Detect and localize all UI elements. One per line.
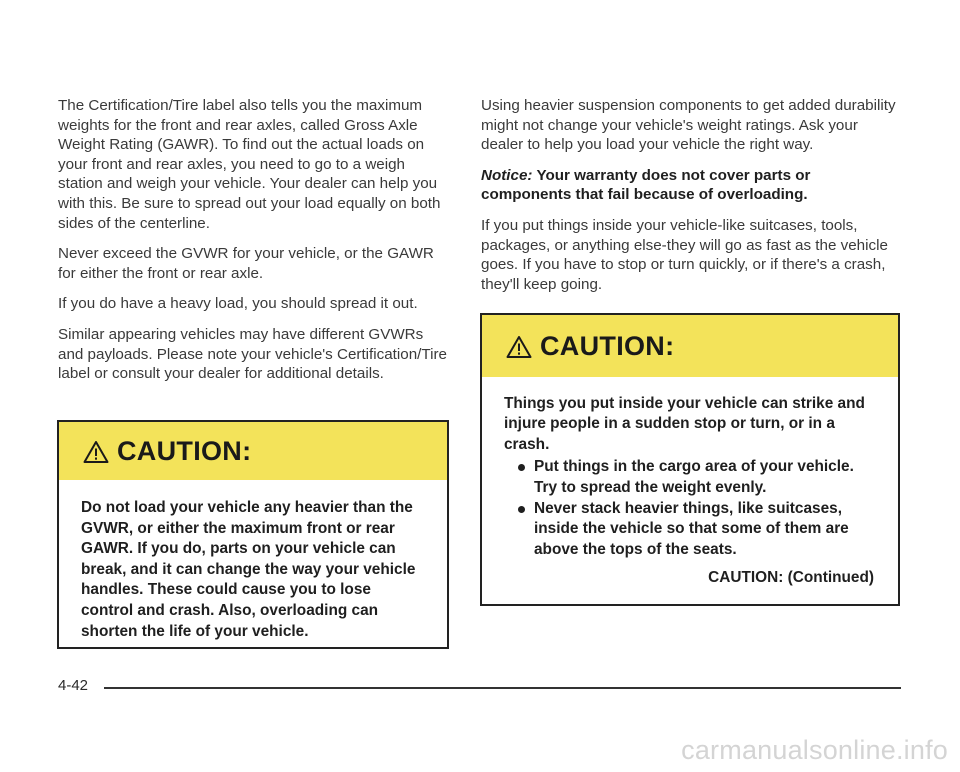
- left-column: [58, 96, 450, 395]
- caution-header: [59, 422, 447, 480]
- paragraph-gawr: The Certification/Tire label also tells you the maximum weights for the front and rear axles, called Gross Axle Weight Rating (GAWR). To find out the actual loads on your front and rear axles, you need to go to a weigh station and weigh your vehicle. Your dealer can help you with this. Be sure to spread out your load equally on both sides of the centerline.: [58, 97, 441, 232]
- paragraph-heavy-load: If you do have a heavy load, you should spread it out.: [58, 295, 418, 313]
- bullet-text: Never stack heavier things, like suitcases, inside the vehicle so that some of them are above the tops of the seats.: [534, 500, 849, 558]
- paragraph-suspension: Using heavier suspension components to get added durability might not change your vehicle's weight ratings. Ask your dealer to help you load your vehicle the right way.: [481, 97, 896, 154]
- caution-box-overloading: [57, 420, 449, 649]
- paragraph-similar-vehicles: Similar appearing vehicles may have different GVWRs and payloads. Please note your vehicle's Certification/Tire label or consult your dealer for additional details.: [58, 325, 447, 383]
- list-item: [534, 457, 876, 498]
- notice-warranty: [481, 166, 901, 205]
- bullet-icon: [518, 506, 525, 513]
- caution-continued: CAUTION: (Continued): [708, 569, 874, 587]
- warning-triangle-icon: [506, 335, 532, 359]
- caution-bullet-list: [504, 457, 876, 560]
- page-number: 4-42: [58, 677, 89, 694]
- caution-title: CAUTION:: [117, 435, 252, 466]
- bullet-icon: [518, 464, 525, 471]
- caution-box-cargo: [480, 313, 900, 606]
- footer-rule: [104, 687, 901, 689]
- caution-intro: Things you put inside your vehicle can strike and injure people in a sudden stop or turn, or in a crash.: [504, 395, 865, 453]
- notice-label: Notice:: [481, 166, 533, 184]
- bullet-text: Put things in the cargo area of your vehicle. Try to spread the weight evenly.: [534, 458, 854, 496]
- paragraph-loose-items: If you put things inside your vehicle-like suitcases, tools, packages, or anything else-they will go as fast as the vehicle goes. If you have to stop or turn quickly, or if there's a crash, they'll keep going.: [481, 216, 888, 293]
- warning-triangle-icon: [83, 440, 109, 464]
- caution-content: [482, 377, 898, 589]
- caution-header: [482, 315, 898, 377]
- list-item: [534, 499, 876, 560]
- caution-text: Do not load your vehicle any heavier than the GVWR, or either the maximum front or rear GAWR. If you do, parts on your vehicle can break, and it can change the way your vehicle handles. These could cause you to lose control and crash. Also, overloading can shorten the life of your vehicle.: [81, 499, 416, 640]
- notice-text: Your warranty does not cover parts or components that fail because of overloading.: [481, 166, 811, 204]
- caution-title: CAUTION:: [540, 330, 675, 361]
- watermark: carmanualsonline.info: [681, 735, 948, 765]
- right-column: [481, 96, 901, 305]
- paragraph-never-exceed: Never exceed the GVWR for your vehicle, or the GAWR for either the front or rear axle.: [58, 245, 434, 282]
